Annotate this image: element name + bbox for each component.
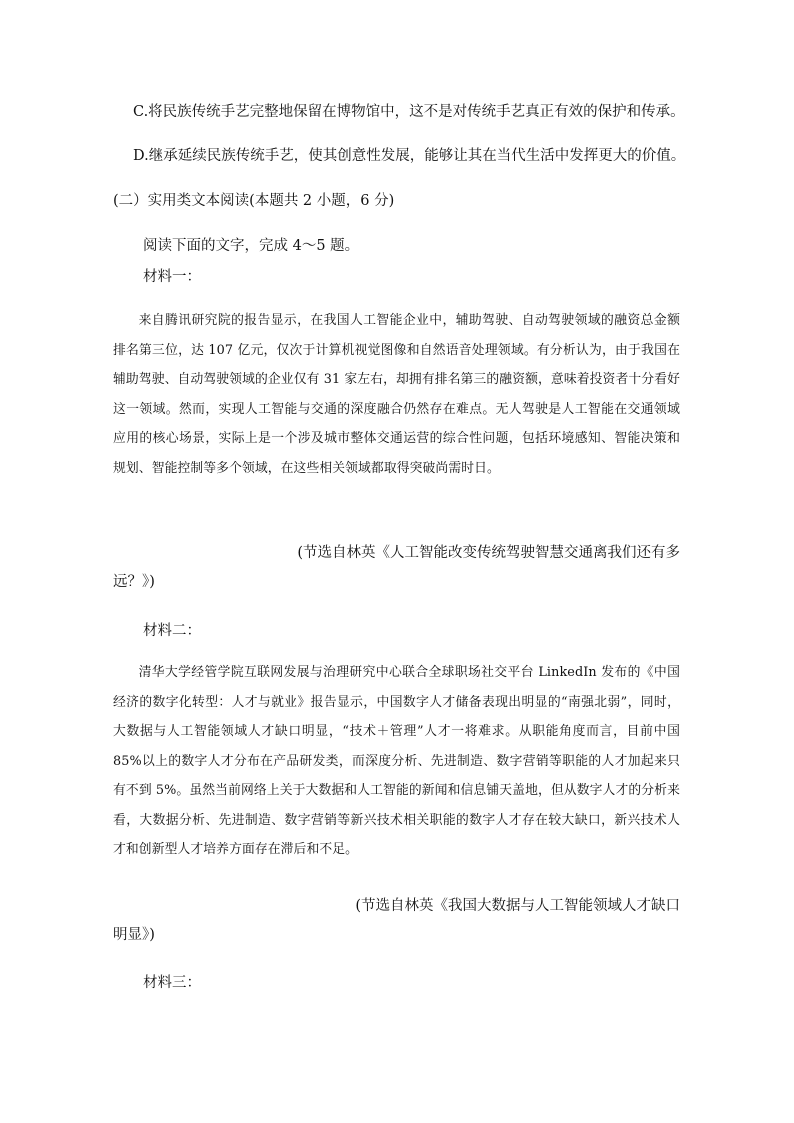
material2-source-line2: 明显》): [113, 927, 155, 943]
section-heading: (二）实用类文本阅读(本题共 2 小题，6 分): [113, 193, 395, 209]
option-c: C.将民族传统手艺完整地保留在博物馆中，这不是对传统手艺真正有效的保护和传承。: [133, 104, 685, 120]
material1-label: 材料一：: [143, 269, 201, 285]
material3-label: 材料三：: [143, 975, 201, 991]
material2-source-line1: (节选自林英《我国大数据与人工智能领域人才缺口: [355, 898, 680, 914]
material1-text: 来自腾讯研究院的报告显示，在我国人工智能企业中，辅助驾驶、自动驾驶领域的融资总金额排名第三位，达 107 亿元，仅次于计算机视觉图像和自然语音处理领域。有分析认为，由于我国在辅助驾驶、自动驾驶领域的企业仅有 31 家左右，却拥有排名第三的融资额，意味着投资者十分看好这一领域。然而，实现人工智能与交通的深度融合仍然存在难点。无人驾驶是人工智能在交通领域应用的核心场景，实际上是一个涉及城市整体交通运营的综合性问题，包括环境感知、智能决策和规划、智能控制等多个领域，在这些相关领域都取得突破尚需时日。: [113, 313, 680, 476]
instruction: 阅读下面的文字，完成 4～5 题。: [143, 238, 360, 254]
material2-label: 材料二：: [143, 623, 201, 639]
option-d: D.继承延续民族传统手艺，使其创意性发展，能够让其在当代生活中发挥更大的价值。: [133, 148, 686, 164]
material2-text: 清华大学经管学院互联网发展与治理研究中心联合全球职场社交平台 LinkedIn 发布的《中国经济的数字化转型：人才与就业》报告显示，中国数字人才储备表现出明显的“南强北弱”，同时，大数据与人工智能领域人才缺口明显，“技术＋管理”人才一将难求。从职能角度而言，目前中国 85%以上的数字人才分布在产品研发类，而深度分析、先进制造、数字营销等职能的人才加起来只有不到 5%。虽然当前网络上关于大数据和人工智能的新闻和信息铺天盖地，但从数字人才的分析来看，大数据分析、先进制造、数字营销等新兴技术相关职能的数字人才存在较大缺口，新兴技术人才和创新型人才培养方面存在滞后和不足。: [113, 665, 680, 857]
material1-source-line2: 远？》): [113, 574, 155, 590]
material1-source-line1: (节选自林英《人工智能改变传统驾驶智慧交通离我们还有多: [297, 545, 680, 561]
